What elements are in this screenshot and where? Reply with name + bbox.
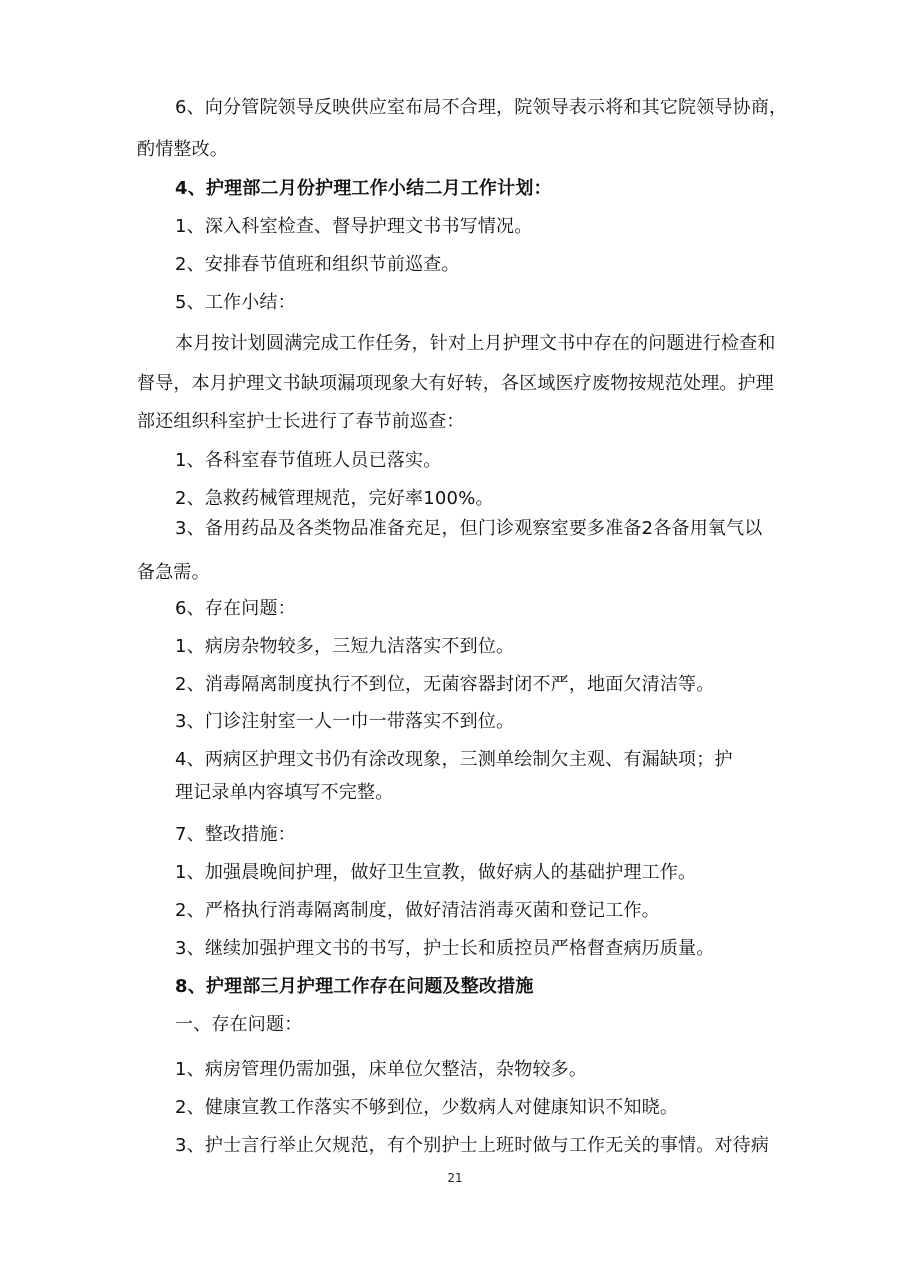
list-item: 1、加强晨晚间护理，做好卫生宣教，做好病人的基础护理工作。 — [175, 862, 697, 883]
list-item: 1、深入科室检查、督导护理文书书写情况。 — [175, 216, 533, 237]
list-item: 3、门诊注射室一人一巾一带落实不到位。 — [175, 711, 515, 732]
paragraph-line: 本月按计划圆满完成工作任务，针对上月护理文书中存在的问题进行检查和 — [175, 333, 776, 354]
subsection-heading: 7、整改措施： — [175, 824, 296, 845]
list-item: 1、各科室春节值班人员已落实。 — [175, 450, 442, 471]
paragraph-line: 督导，本月护理文书缺项漏项现象大有好转，各区域医疗废物按规范处理。护理 — [137, 373, 774, 394]
section-heading-4: 4、护理部二月份护理工作小结二月工作计划： — [175, 178, 552, 199]
subsection-heading: 6、存在问题： — [175, 598, 296, 619]
page-number: 21 — [447, 1171, 463, 1185]
paragraph-line-1: 6、向分管院领导反映供应室布局不合理，院领导表示将和其它院领导协商， — [175, 97, 788, 118]
list-item: 1、病房杂物较多，三短九洁落实不到位。 — [175, 636, 515, 657]
list-item: 2、安排春节值班和组织节前巡查。 — [175, 254, 460, 275]
subsection-heading: 一、存在问题： — [175, 1014, 303, 1035]
list-item-continuation: 理记录单内容填写不完整。 — [175, 782, 394, 803]
paragraph-line: 部还组织科室护士长进行了春节前巡查： — [137, 411, 465, 432]
list-item: 2、严格执行消毒隔离制度，做好清洁消毒灭菌和登记工作。 — [175, 900, 660, 921]
list-item: 3、备用药品及各类物品准备充足，但门诊观察室要多准备2各备用氧气以 — [175, 518, 763, 539]
list-item: 3、护士言行举止欠规范，有个别护士上班时做与工作无关的事情。对待病 — [175, 1135, 770, 1156]
list-item: 1、病房管理仍需加强，床单位欠整洁，杂物较多。 — [175, 1059, 588, 1080]
list-item: 3、继续加强护理文书的书写，护士长和质控员严格督查病历质量。 — [175, 938, 715, 959]
list-item: 4、两病区护理文书仍有涂改现象，三测单绘制欠主观、有漏缺项；护 — [175, 749, 733, 770]
list-item: 2、健康宣教工作落实不够到位，少数病人对健康知识不知晓。 — [175, 1097, 679, 1118]
paragraph-line-2: 酌情整改。 — [137, 139, 228, 160]
list-item: 2、急救药械管理规范，完好率100%。 — [175, 488, 494, 509]
paragraph-line: 备急需。 — [137, 562, 210, 583]
section-heading-8: 8、护理部三月护理工作存在问题及整改措施 — [175, 976, 534, 997]
subsection-heading: 5、工作小结： — [175, 292, 296, 313]
list-item: 2、消毒隔离制度执行不到位，无菌容器封闭不严，地面欠清洁等。 — [175, 674, 715, 695]
